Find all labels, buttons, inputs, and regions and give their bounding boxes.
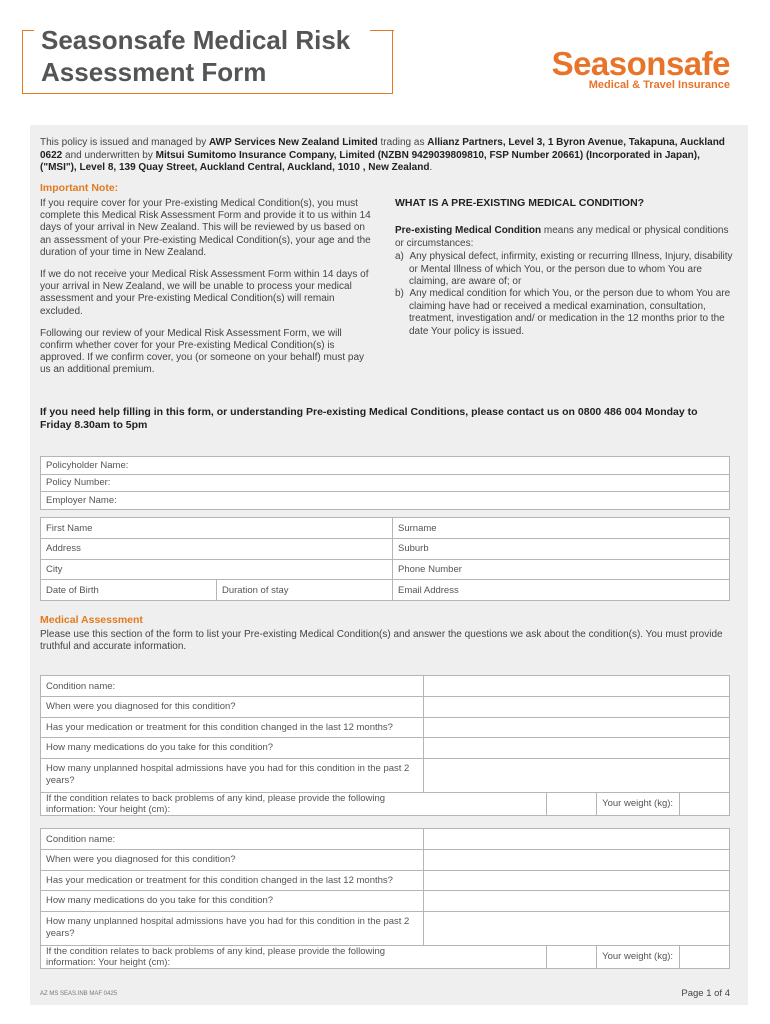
definition-list: [395, 251, 735, 338]
height-input[interactable]: [547, 945, 597, 968]
phone-field[interactable]: Phone Number: [393, 559, 730, 580]
medications-count-label: How many medications do you take for this condition?: [41, 891, 424, 912]
pre-existing-heading: WHAT IS A PRE-EXISTING MEDICAL CONDITION?: [395, 197, 645, 209]
important-note-heading: Important Note:: [40, 182, 119, 194]
weight-input[interactable]: [680, 945, 730, 968]
page-number: Page 1 of 4: [681, 988, 730, 999]
weight-input[interactable]: [680, 792, 730, 815]
policy-table: [40, 456, 730, 510]
list-item: a) Any physical defect, infirmity, existing or recurring Illness, Injury, disability or Mental Illness of which You, or the person due to whom You are claiming, are aware of; or: [395, 251, 733, 288]
important-note-text: [40, 198, 375, 387]
note-paragraph: If you require cover for your Pre-existing Medical Condition(s), you must complete this Medical Risk Assessment Form and provide it to us within 14 days of your arrival in New Zealand. This will be reviewed by us based on an assessment of your Pre-existing Medical Condition(s), your age and the duration of your time in New Zealand.: [40, 198, 371, 258]
suburb-field[interactable]: Suburb: [393, 539, 730, 560]
note-paragraph: If we do not receive your Medical Risk Assessment Form within 14 days of your arrival in New Zealand, we will be unable to process your medical assessment and your Pre-existing Medical Condition(s) will remain excluded.: [40, 269, 369, 317]
duration-field[interactable]: Duration of stay: [217, 580, 393, 601]
hospital-admissions-label: How many unplanned hospital admissions have you had for this condition in the past 2 years?: [41, 758, 424, 792]
policy-number-field[interactable]: Policy Number:: [41, 474, 730, 492]
policyholder-name-field[interactable]: Policyholder Name:: [41, 457, 730, 475]
condition-name-label: Condition name:: [41, 676, 424, 697]
medical-assessment-heading: Medical Assessment: [40, 614, 143, 626]
city-field[interactable]: City: [41, 559, 393, 580]
weight-label: Your weight (kg):: [597, 792, 680, 815]
medication-changed-label: Has your medication or treatment for this condition changed in the last 12 months?: [41, 870, 424, 891]
diagnosed-input[interactable]: [424, 850, 730, 871]
definition-text: Pre-existing Medical Condition means any medical or physical conditions or circumstances:: [395, 225, 729, 249]
hospital-admissions-label: How many unplanned hospital admissions have you had for this condition in the past 2 years?: [41, 911, 424, 945]
medications-count-input[interactable]: [424, 891, 730, 912]
list-item: b) Any medical condition for which You, or the person due to whom You are claiming have had or received a medical examination, consultation, treatment, investigation and/ or medication in the 12 months prior to the date Your policy is issued.: [395, 288, 731, 337]
height-input[interactable]: [547, 792, 597, 815]
condition-name-input[interactable]: [424, 829, 730, 850]
condition-name-input[interactable]: [424, 676, 730, 697]
back-problems-label: If the condition relates to back problems of any kind, please provide the following information: Your height (cm):: [41, 792, 424, 815]
helpline-text: If you need help filling in this form, or understanding Pre-existing Medical Conditions, please contact us on 0800 486 004 Monday to Friday 8.30am to 5pm: [40, 406, 698, 431]
condition-name-label: Condition name:: [41, 829, 424, 850]
hospital-admissions-input[interactable]: [424, 758, 730, 792]
title-frame: [22, 25, 393, 94]
note-paragraph: Following our review of your Medical Risk Assessment Form, we will confirm whether cover for your Pre-existing Medical Condition(s) is approved. If we confirm cover, you (or someone on your behalf) must pay us an additional premium.: [40, 327, 365, 376]
employer-name-field[interactable]: Employer Name:: [41, 492, 730, 510]
diagnosed-label: When were you diagnosed for this condition?: [41, 697, 424, 718]
medical-assessment-description: Please use this section of the form to list your Pre-existing Medical Condition(s) and answer the questions we ask about the condition(s). You must provide truthful and accurate information.: [40, 629, 723, 653]
weight-label: Your weight (kg):: [597, 945, 680, 968]
first-name-field[interactable]: First Name: [41, 518, 393, 539]
surname-field[interactable]: Surname: [393, 518, 730, 539]
medications-count-input[interactable]: [424, 738, 730, 759]
form-panel: [30, 125, 748, 1005]
medications-count-label: How many medications do you take for this condition?: [41, 738, 424, 759]
seasonsafe-logo: [551, 45, 730, 91]
medication-changed-input[interactable]: [424, 870, 730, 891]
page-title: Seasonsafe Medical Risk Assessment Form: [41, 25, 351, 87]
address-field[interactable]: Address: [41, 539, 393, 560]
personal-details-table: [40, 517, 730, 601]
dob-field[interactable]: Date of Birth: [41, 580, 217, 601]
form-code: AZ MS SEAS.INB MAF 0425: [40, 991, 118, 997]
hospital-admissions-input[interactable]: [424, 911, 730, 945]
medication-changed-input[interactable]: [424, 717, 730, 738]
logo-wordmark: Seasonsafe: [551, 45, 730, 82]
policy-intro: This policy is issued and managed by AWP Services New Zealand Limited trading as Allianz Partners, Level 3, 1 Byron Avenue, Takapuna, Auckland 0622 and underwritten by Mitsui Sumitomo Insurance Company, Limited (NZBN 9429039809810, FSP Number 20661) (Incorporated in Japan), ("MSI"), Level 8, 139 Quay Street, Auckland Central, Auckland, 1010 , New Zealand.: [40, 137, 725, 173]
diagnosed-input[interactable]: [424, 697, 730, 718]
condition-table-1: [40, 675, 730, 816]
medication-changed-label: Has your medication or treatment for this condition changed in the last 12 months?: [41, 717, 424, 738]
email-field[interactable]: Email Address: [393, 580, 730, 601]
diagnosed-label: When were you diagnosed for this condition?: [41, 850, 424, 871]
logo-tagline: Medical & Travel Insurance: [588, 79, 730, 91]
pre-existing-definition: [395, 197, 735, 338]
back-problems-label: If the condition relates to back problems of any kind, please provide the following information: Your height (cm):: [41, 945, 424, 968]
condition-table-2: [40, 828, 730, 969]
